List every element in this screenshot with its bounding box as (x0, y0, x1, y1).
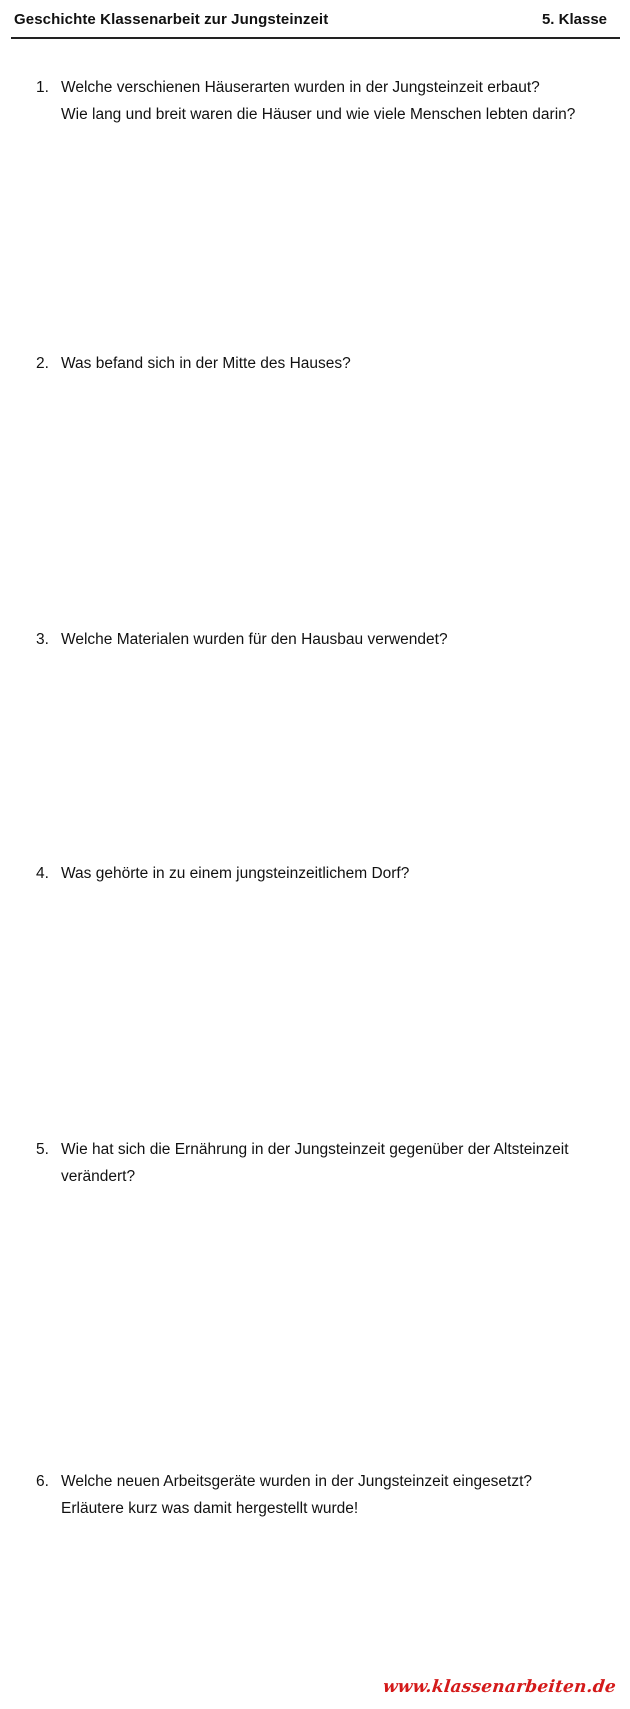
question-line: Welche neuen Arbeitsgeräte wurden in der Jungsteinzeit eingesetzt? (61, 1473, 533, 1490)
question-line: verändert? (61, 1168, 136, 1185)
question-line: Was gehörte in zu einem jungsteinzeitlichem Dorf? (61, 865, 410, 882)
question-number: 6. (36, 1473, 49, 1490)
site-logo[interactable]: www.klassenarbeiten.de (382, 1677, 618, 1697)
question-number: 1. (36, 79, 49, 96)
question-number: 2. (36, 355, 49, 372)
question-line: Welche verschienen Häuserarten wurden in der Jungsteinzeit erbaut? (61, 79, 540, 96)
question-text (61, 1468, 606, 1522)
question-line: Wie lang und breit waren die Häuser und wie viele Menschen lebten darin? (61, 106, 576, 123)
question-text (61, 860, 606, 887)
question-number: 3. (36, 631, 49, 648)
question-line: Wie hat sich die Ernährung in der Jungsteinzeit gegenüber der Altsteinzeit (61, 1141, 569, 1158)
question-1 (36, 74, 606, 128)
question-text (61, 626, 606, 653)
document-title: Geschichte Klassenarbeit zur Jungsteinzeit (14, 11, 329, 28)
question-6 (36, 1468, 606, 1522)
question-2 (36, 350, 606, 377)
question-number: 4. (36, 865, 49, 882)
question-number: 5. (36, 1141, 49, 1158)
question-text (61, 1136, 606, 1190)
question-text (61, 74, 606, 128)
question-3 (36, 626, 606, 653)
question-5 (36, 1136, 606, 1190)
question-line: Was befand sich in der Mitte des Hauses? (61, 355, 351, 372)
grade-label: 5. Klasse (541, 11, 607, 28)
question-4 (36, 860, 606, 887)
page-header (11, 0, 620, 39)
question-text (61, 350, 606, 377)
question-line: Welche Materialen wurden für den Hausbau verwendet? (61, 631, 448, 648)
question-line: Erläutere kurz was damit hergestellt wurde! (61, 1500, 359, 1517)
